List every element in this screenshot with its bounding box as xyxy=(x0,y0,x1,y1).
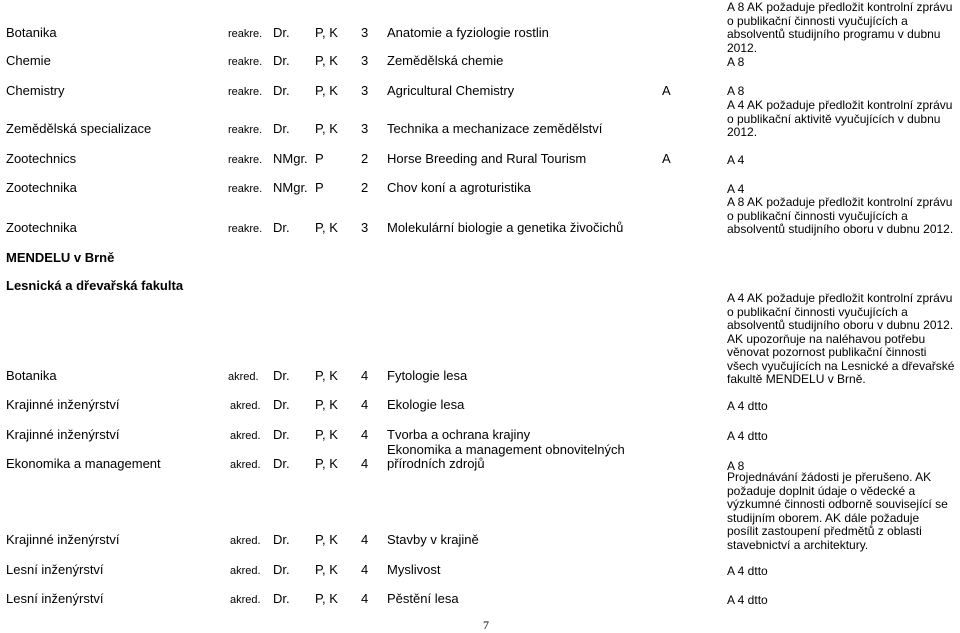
field-name: Zootechnika xyxy=(6,220,77,235)
program-name: Stavby v krajině xyxy=(387,532,479,547)
field-name: Lesní inženýrství xyxy=(6,562,104,577)
study-form: P xyxy=(315,151,324,166)
program-name: Fytologie lesa xyxy=(387,368,468,383)
program-name: Anatomie a fyziologie rostlin xyxy=(387,25,549,40)
decision-note: A 4 dtto xyxy=(727,564,768,578)
field-name: Ekonomika a management xyxy=(6,456,161,471)
record-status: akred. xyxy=(230,400,261,412)
record-status: akred. xyxy=(230,535,261,547)
program-name: Molekulární biologie a genetika živočichů xyxy=(387,220,624,235)
program-name: Zemědělská chemie xyxy=(387,53,504,68)
decision-note: A 4 dtto xyxy=(727,399,768,413)
study-years: 4 xyxy=(361,532,369,547)
study-form: P xyxy=(315,180,324,195)
field-name: Zemědělská specializace xyxy=(6,121,152,136)
program-name: Chov koní a agroturistika xyxy=(387,180,531,195)
record-status: reakre. xyxy=(228,154,263,166)
degree: Dr. xyxy=(273,83,290,98)
record-status: akred. xyxy=(230,594,261,606)
record-status: akred. xyxy=(228,371,259,383)
degree: NMgr. xyxy=(273,151,308,166)
decision-note: A 4 AK požaduje předložit kontrolní zprávu o publikační aktivitě vyučujících v dubnu 2012. xyxy=(727,98,953,139)
record-status: akred. xyxy=(230,430,261,442)
study-form: P, K xyxy=(315,591,338,606)
degree: Dr. xyxy=(273,220,290,235)
decision-note: A 4 dtto xyxy=(727,593,768,607)
program-name: Ekonomika a management obnovitelných přírodních zdrojů xyxy=(387,442,625,471)
study-years: 4 xyxy=(361,456,369,471)
study-years: 4 xyxy=(361,591,369,606)
language-code: A xyxy=(662,151,671,166)
program-name: Agricultural Chemistry xyxy=(387,83,515,98)
study-years: 2 xyxy=(361,151,369,166)
record-status: akred. xyxy=(230,459,261,471)
degree: Dr. xyxy=(273,53,290,68)
field-name: Botanika xyxy=(6,25,57,40)
study-form: P, K xyxy=(315,562,338,577)
field-name: Krajinné inženýrství xyxy=(6,427,120,442)
record-status: akred. xyxy=(230,565,261,577)
decision-note: A 8 AK požaduje předložit kontrolní zprávu o publikační činnosti vyučujících a absolventů studijního programu v dubnu 2012. xyxy=(727,0,953,55)
field-name: Zootechnics xyxy=(6,151,77,166)
study-years: 3 xyxy=(361,25,369,40)
degree: Dr. xyxy=(273,456,290,471)
study-years: 3 xyxy=(361,53,369,68)
degree: Dr. xyxy=(273,427,290,442)
study-years: 2 xyxy=(361,180,369,195)
record-status: reakre. xyxy=(228,86,263,98)
study-years: 4 xyxy=(361,397,369,412)
decision-note: A 4 AK požaduje předložit kontrolní zprávu o publikační činnosti vyučujících a absolventů studijního oboru v dubnu 2012. AK upozorňuje na naléhavou potřebu věnovat pozornost publikační činnosti všech vyučujících na Lesnické a dřevařské fakultě MENDELU v Brně. xyxy=(727,291,955,386)
faculty-heading: Lesnická a dřevařská fakulta xyxy=(6,278,184,293)
field-name: Botanika xyxy=(6,368,57,383)
page-number: 7 xyxy=(483,618,489,632)
degree: Dr. xyxy=(273,562,290,577)
record-status: reakre. xyxy=(228,56,263,68)
record-status: reakre. xyxy=(228,223,263,235)
degree: Dr. xyxy=(273,532,290,547)
study-form: P, K xyxy=(315,397,338,412)
degree: Dr. xyxy=(273,25,290,40)
study-years: 4 xyxy=(361,427,369,442)
study-years: 3 xyxy=(361,83,369,98)
university-heading: MENDELU v Brně xyxy=(6,250,115,265)
decision-note: A 4 xyxy=(727,153,745,167)
degree: Dr. xyxy=(273,368,290,383)
record-status: reakre. xyxy=(228,28,263,40)
decision-note: A 8 xyxy=(727,84,745,98)
program-name: Myslivost xyxy=(387,562,441,577)
decision-note: Projednávání žádosti je přerušeno. AK požaduje doplnit údaje o vědecké a výzkumné činnosti odborně související se studijním oborem. AK dále požaduje posílit zastoupení předmětů z oblasti stavebnictví a architektury. xyxy=(727,470,948,552)
study-form: P, K xyxy=(315,427,338,442)
program-name: Horse Breeding and Rural Tourism xyxy=(387,151,587,166)
field-name: Zootechnika xyxy=(6,180,77,195)
study-form: P, K xyxy=(315,532,338,547)
program-name: Tvorba a ochrana krajiny xyxy=(387,427,531,442)
study-years: 4 xyxy=(361,368,369,383)
decision-note: A 8 xyxy=(727,459,745,473)
study-years: 3 xyxy=(361,121,369,136)
decision-note: A 4 xyxy=(727,182,745,196)
program-name: Ekologie lesa xyxy=(387,397,465,412)
field-name: Krajinné inženýrství xyxy=(6,397,120,412)
field-name: Krajinné inženýrství xyxy=(6,532,120,547)
decision-note: A 4 dtto xyxy=(727,429,768,443)
study-form: P, K xyxy=(315,220,338,235)
degree: Dr. xyxy=(273,397,290,412)
degree: Dr. xyxy=(273,591,290,606)
decision-note: A 8 AK požaduje předložit kontrolní zprávu o publikační činnosti vyučujících a absolventů studijního oboru v dubnu 2012. xyxy=(727,195,954,236)
study-form: P, K xyxy=(315,25,338,40)
record-status: reakre. xyxy=(228,183,263,195)
study-form: P, K xyxy=(315,368,338,383)
program-name: Technika a mechanizace zemědělství xyxy=(387,121,603,136)
study-form: P, K xyxy=(315,121,338,136)
field-name: Chemistry xyxy=(6,83,65,98)
degree: NMgr. xyxy=(273,180,308,195)
study-form: P, K xyxy=(315,53,338,68)
record-status: reakre. xyxy=(228,124,263,136)
study-years: 3 xyxy=(361,220,369,235)
language-code: A xyxy=(662,83,671,98)
study-form: P, K xyxy=(315,456,338,471)
study-form: P, K xyxy=(315,83,338,98)
field-name: Chemie xyxy=(6,53,51,68)
study-years: 4 xyxy=(361,562,369,577)
program-name: Pěstění lesa xyxy=(387,591,459,606)
degree: Dr. xyxy=(273,121,290,136)
field-name: Lesní inženýrství xyxy=(6,591,104,606)
decision-note: A 8 xyxy=(727,55,745,69)
